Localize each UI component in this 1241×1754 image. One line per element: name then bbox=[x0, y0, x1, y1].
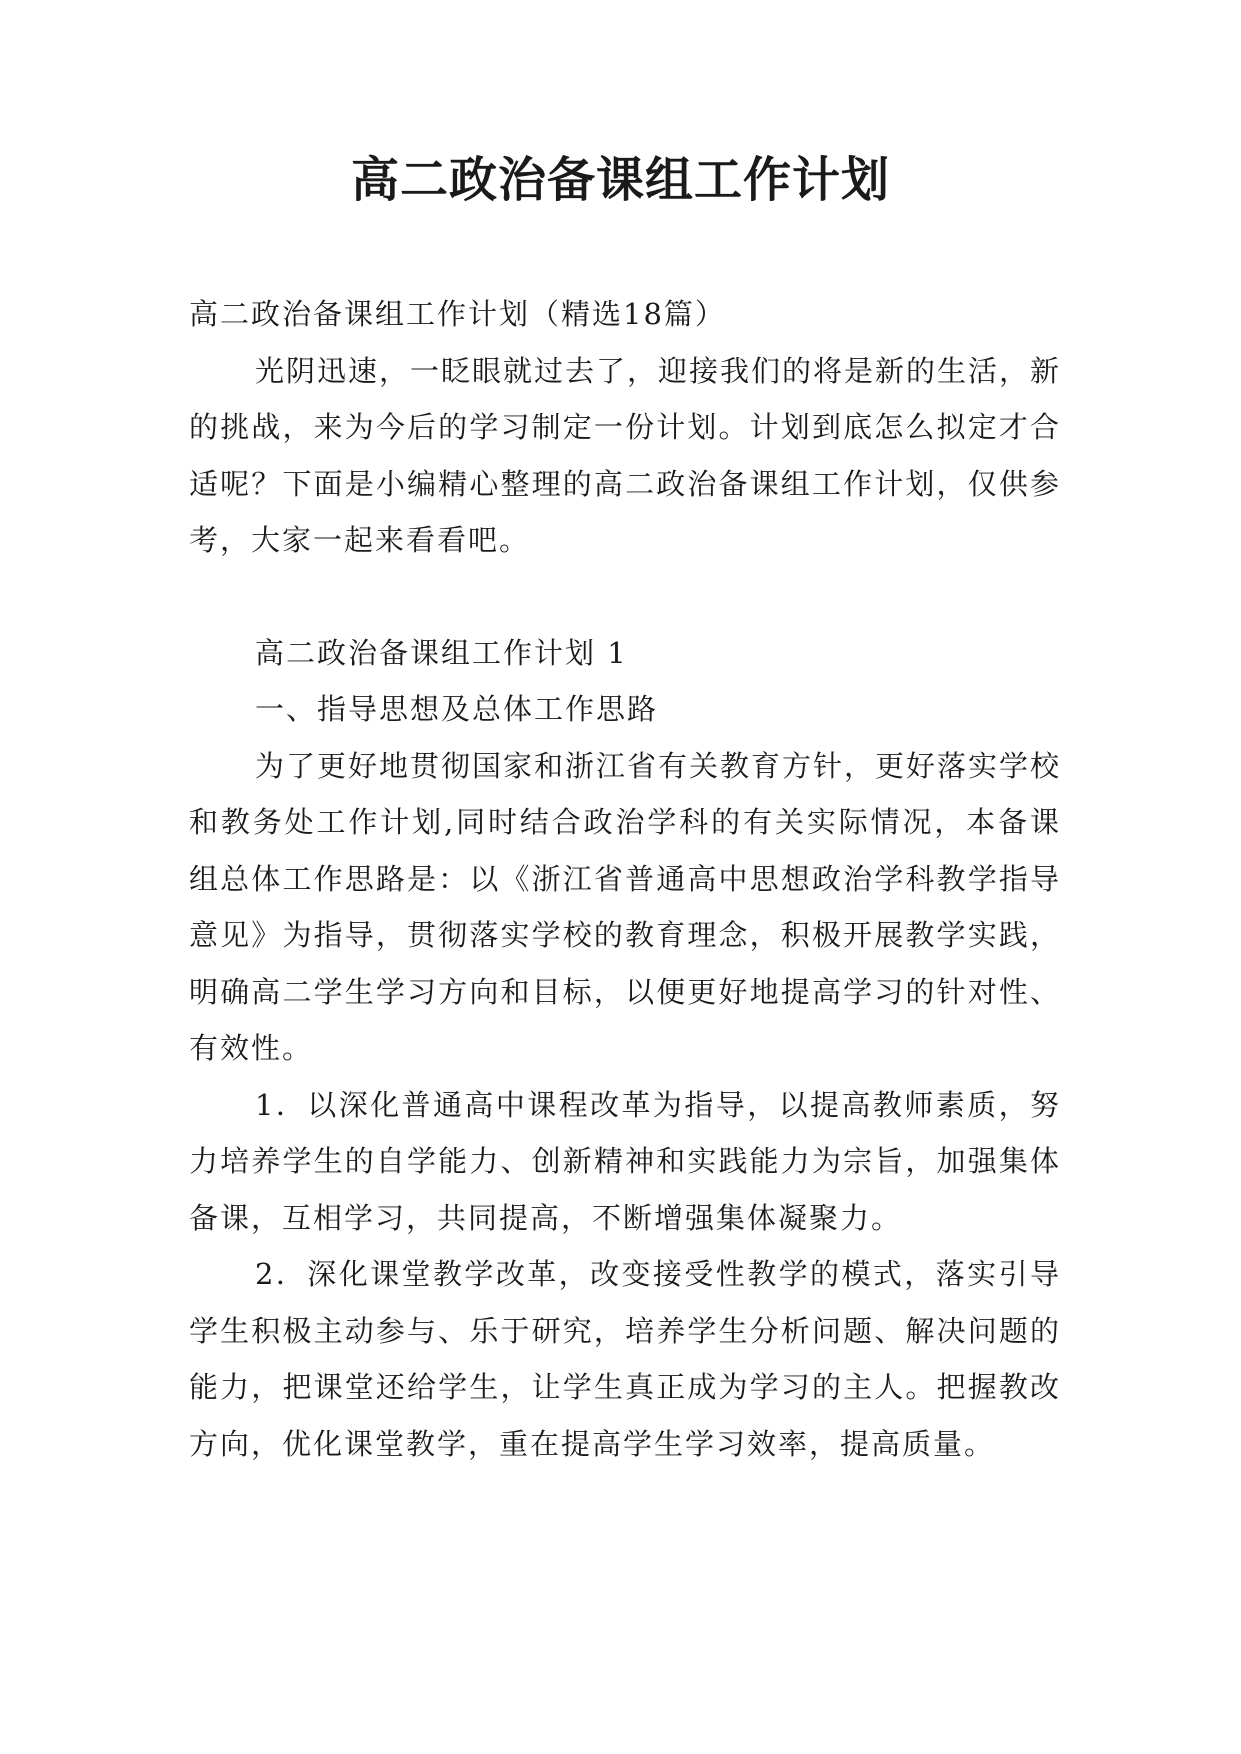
subsection-heading: 一、指导思想及总体工作思路 bbox=[255, 692, 659, 726]
document-body bbox=[189, 286, 1061, 1472]
body-paragraph: 为了更好地贯彻国家和浙江省有关教育方针，更好落实学校和教务处工作计划,同时结合政治学科的有关实际情况，本备课组总体工作思路是：以《浙江省普通高中思想政治学科教学指导意见》为指导，贯彻落实学校的教育理念，积极开展教学实践，明确高二学生学习方向和目标，以便更好地提高学习的针对性、有效性。 bbox=[189, 748, 1062, 1065]
paragraph-spacer bbox=[189, 569, 1061, 625]
list-item-1: 1．以深化普通高中课程改革为指导，以提高教师素质，努力培养学生的自学能力、创新精神和实践能力为宗旨，加强集体备课，互相学习，共同提高，不断增强集体凝聚力。 bbox=[189, 1087, 1061, 1235]
document-title: 高二政治备课组工作计划 bbox=[350, 152, 890, 208]
list-item-2: 2．深化课堂教学改革，改变接受性教学的模式，落实引导学生积极主动参与、乐于研究，培养学生分析问题、解决问题的能力，把课堂还给学生，让学生真正成为学习的主人。把握教改方向，优化课堂教学，重在提高学生学习效率，提高质量。 bbox=[189, 1257, 1061, 1461]
section-heading: 高二政治备课组工作计划 1 bbox=[255, 635, 628, 670]
intro-paragraph: 光阴迅速，一眨眼就过去了，迎接我们的将是新的生活，新的挑战，来为今后的学习制定一份计划。计划到底怎么拟定才合适呢？下面是小编精心整理的高二政治备课组工作计划，仅供参考，大家一起来看看吧。 bbox=[189, 353, 1062, 557]
subtitle-line: 高二政治备课组工作计划（精选18篇） bbox=[189, 297, 726, 331]
